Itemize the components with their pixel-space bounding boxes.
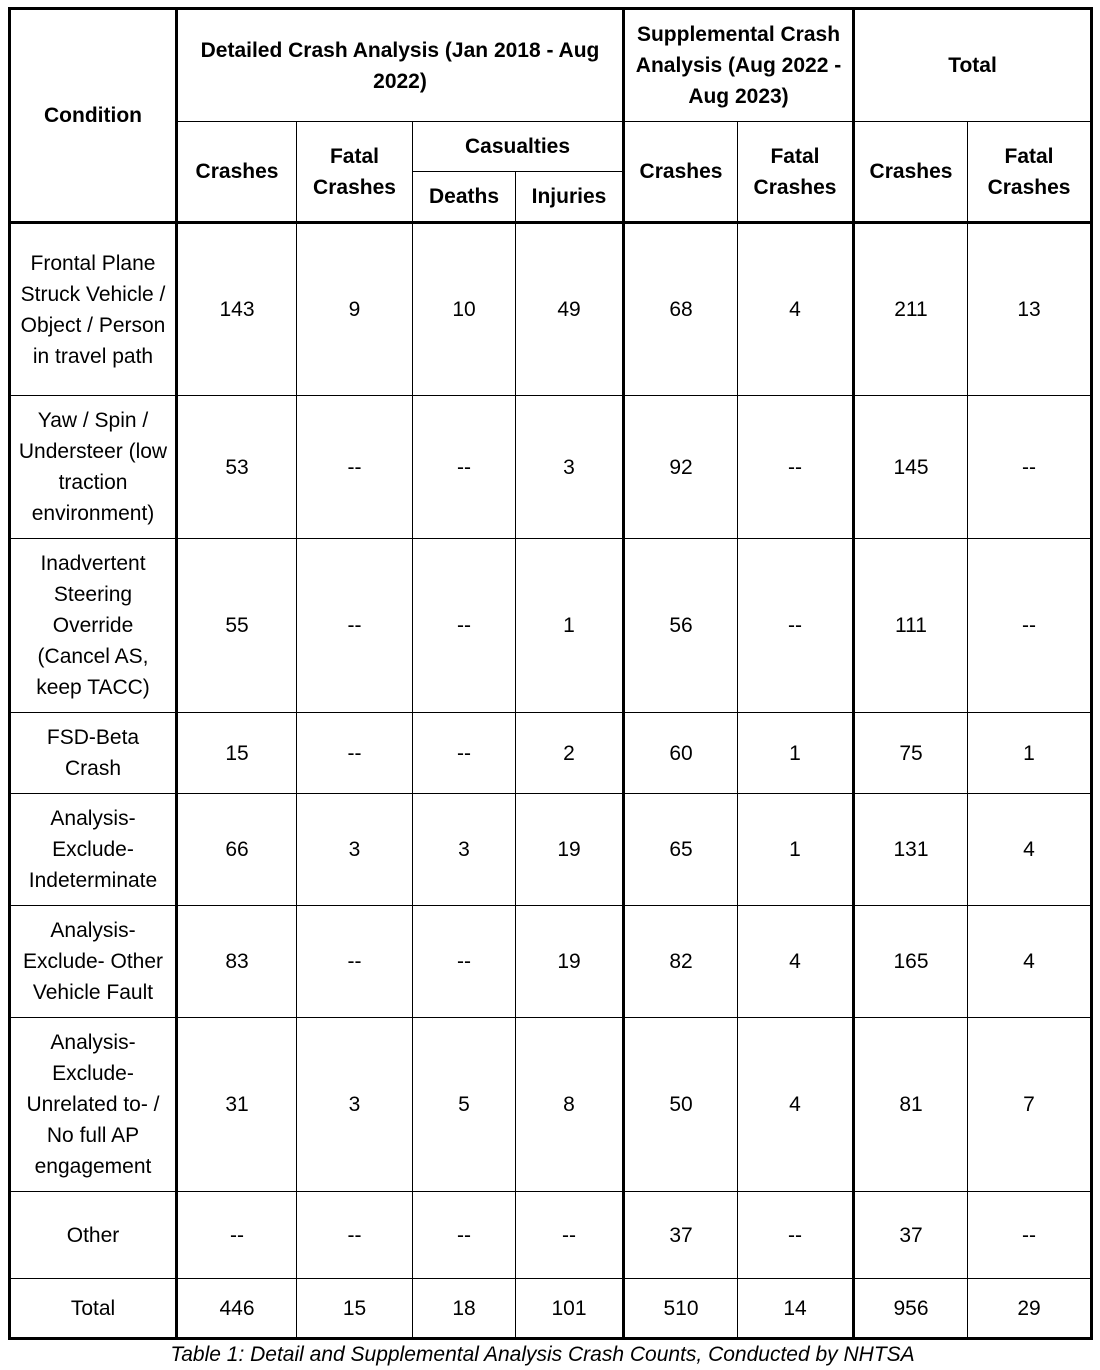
row-condition: Other [10,1192,177,1279]
supplemental-fatal-cell: -- [738,1192,854,1279]
row-condition: Yaw / Spin / Understeer (low traction environment) [10,396,177,539]
supplemental-crashes-cell: 56 [624,539,738,713]
header-total: Total [854,9,1092,122]
detailed-fatal-cell: 3 [297,794,413,906]
injuries-cell: 49 [516,223,624,396]
header-deaths: Deaths [413,172,516,223]
table-caption: Table 1: Detail and Supplemental Analysis Crash Counts, Conducted by NHTSA [170,1343,915,1366]
supplemental-fatal-cell: 1 [738,794,854,906]
supplemental-crashes-cell: 65 [624,794,738,906]
detailed-crashes-cell: 31 [177,1018,297,1192]
deaths-cell: -- [413,396,516,539]
total-fatal-cell: 7 [968,1018,1092,1192]
total-fatal-cell: 4 [968,794,1092,906]
deaths-cell: 3 [413,794,516,906]
detailed-fatal-total: 15 [297,1279,413,1339]
total-crashes-cell: 81 [854,1018,968,1192]
supplemental-crashes-cell: 60 [624,713,738,794]
supplemental-crashes-cell: 92 [624,396,738,539]
header-supplemental-crashes: Crashes [624,122,738,223]
total-fatal-cell: 4 [968,906,1092,1018]
table-row [10,794,1092,906]
deaths-cell: 5 [413,1018,516,1192]
total-row-label: Total [10,1279,177,1339]
supplemental-crashes-cell: 37 [624,1192,738,1279]
detailed-fatal-cell: -- [297,1192,413,1279]
table-row [10,713,1092,794]
total-fatal-cell: 13 [968,223,1092,396]
supplemental-fatal-cell: 4 [738,1018,854,1192]
supplemental-fatal-cell: 4 [738,906,854,1018]
injuries-cell: 1 [516,539,624,713]
header-detailed-fatal-crashes: Fatal Crashes [297,122,413,223]
supplemental-crashes-total: 510 [624,1279,738,1339]
deaths-cell: -- [413,1192,516,1279]
total-fatal-cell: -- [968,1192,1092,1279]
supplemental-fatal-cell: -- [738,539,854,713]
table-row [10,539,1092,713]
injuries-total: 101 [516,1279,624,1339]
detailed-crashes-cell: 66 [177,794,297,906]
supplemental-fatal-total: 14 [738,1279,854,1339]
total-crashes-cell: 131 [854,794,968,906]
deaths-cell: 10 [413,223,516,396]
detailed-fatal-cell: -- [297,396,413,539]
header-condition: Condition [10,9,177,223]
detailed-fatal-cell: -- [297,539,413,713]
injuries-cell: -- [516,1192,624,1279]
row-condition: FSD-Beta Crash [10,713,177,794]
table-row [10,223,1092,396]
supplemental-fatal-cell: -- [738,396,854,539]
total-crashes-cell: 75 [854,713,968,794]
supplemental-fatal-cell: 4 [738,223,854,396]
header-supplemental-analysis: Supplemental Crash Analysis (Aug 2022 - Aug 2023) [624,9,854,122]
total-crashes-cell: 37 [854,1192,968,1279]
detailed-fatal-cell: -- [297,713,413,794]
supplemental-crashes-cell: 82 [624,906,738,1018]
detailed-crashes-cell: 83 [177,906,297,1018]
injuries-cell: 2 [516,713,624,794]
grand-total-crashes: 956 [854,1279,968,1339]
detailed-crashes-cell: 15 [177,713,297,794]
deaths-cell: -- [413,713,516,794]
row-condition: Inadvertent Steering Override (Cancel AS, keep TACC) [10,539,177,713]
total-crashes-cell: 111 [854,539,968,713]
row-condition: Frontal Plane Struck Vehicle / Object / Person in travel path [10,223,177,396]
header-injuries: Injuries [516,172,624,223]
header-detailed-crashes: Crashes [177,122,297,223]
crash-counts-table [8,7,1093,1340]
row-condition: Analysis-Exclude-Indeterminate [10,794,177,906]
supplemental-crashes-cell: 68 [624,223,738,396]
detailed-fatal-cell: 9 [297,223,413,396]
injuries-cell: 3 [516,396,624,539]
header-detailed-analysis: Detailed Crash Analysis (Jan 2018 - Aug 2022) [177,9,624,122]
grand-total-fatal: 29 [968,1279,1092,1339]
injuries-cell: 19 [516,906,624,1018]
header-supplemental-fatal-crashes: Fatal Crashes [738,122,854,223]
table-row [10,396,1092,539]
table-row [10,1018,1092,1192]
total-fatal-cell: 1 [968,713,1092,794]
header-casualties: Casualties [413,122,624,172]
detailed-crashes-cell: 143 [177,223,297,396]
detailed-crashes-cell: 53 [177,396,297,539]
deaths-cell: -- [413,906,516,1018]
total-row [10,1279,1092,1339]
table-row [10,906,1092,1018]
detailed-crashes-cell: -- [177,1192,297,1279]
table-row [10,1192,1092,1279]
injuries-cell: 8 [516,1018,624,1192]
supplemental-fatal-cell: 1 [738,713,854,794]
detailed-crashes-total: 446 [177,1279,297,1339]
total-fatal-cell: -- [968,539,1092,713]
header-total-fatal-crashes: Fatal Crashes [968,122,1092,223]
detailed-fatal-cell: 3 [297,1018,413,1192]
detailed-crashes-cell: 55 [177,539,297,713]
detailed-fatal-cell: -- [297,906,413,1018]
supplemental-crashes-cell: 50 [624,1018,738,1192]
injuries-cell: 19 [516,794,624,906]
row-condition: Analysis-Exclude-Unrelated to- / No full AP engagement [10,1018,177,1192]
total-crashes-cell: 165 [854,906,968,1018]
row-condition: Analysis-Exclude- Other Vehicle Fault [10,906,177,1018]
deaths-total: 18 [413,1279,516,1339]
total-crashes-cell: 211 [854,223,968,396]
header-total-crashes: Crashes [854,122,968,223]
total-fatal-cell: -- [968,396,1092,539]
total-crashes-cell: 145 [854,396,968,539]
deaths-cell: -- [413,539,516,713]
